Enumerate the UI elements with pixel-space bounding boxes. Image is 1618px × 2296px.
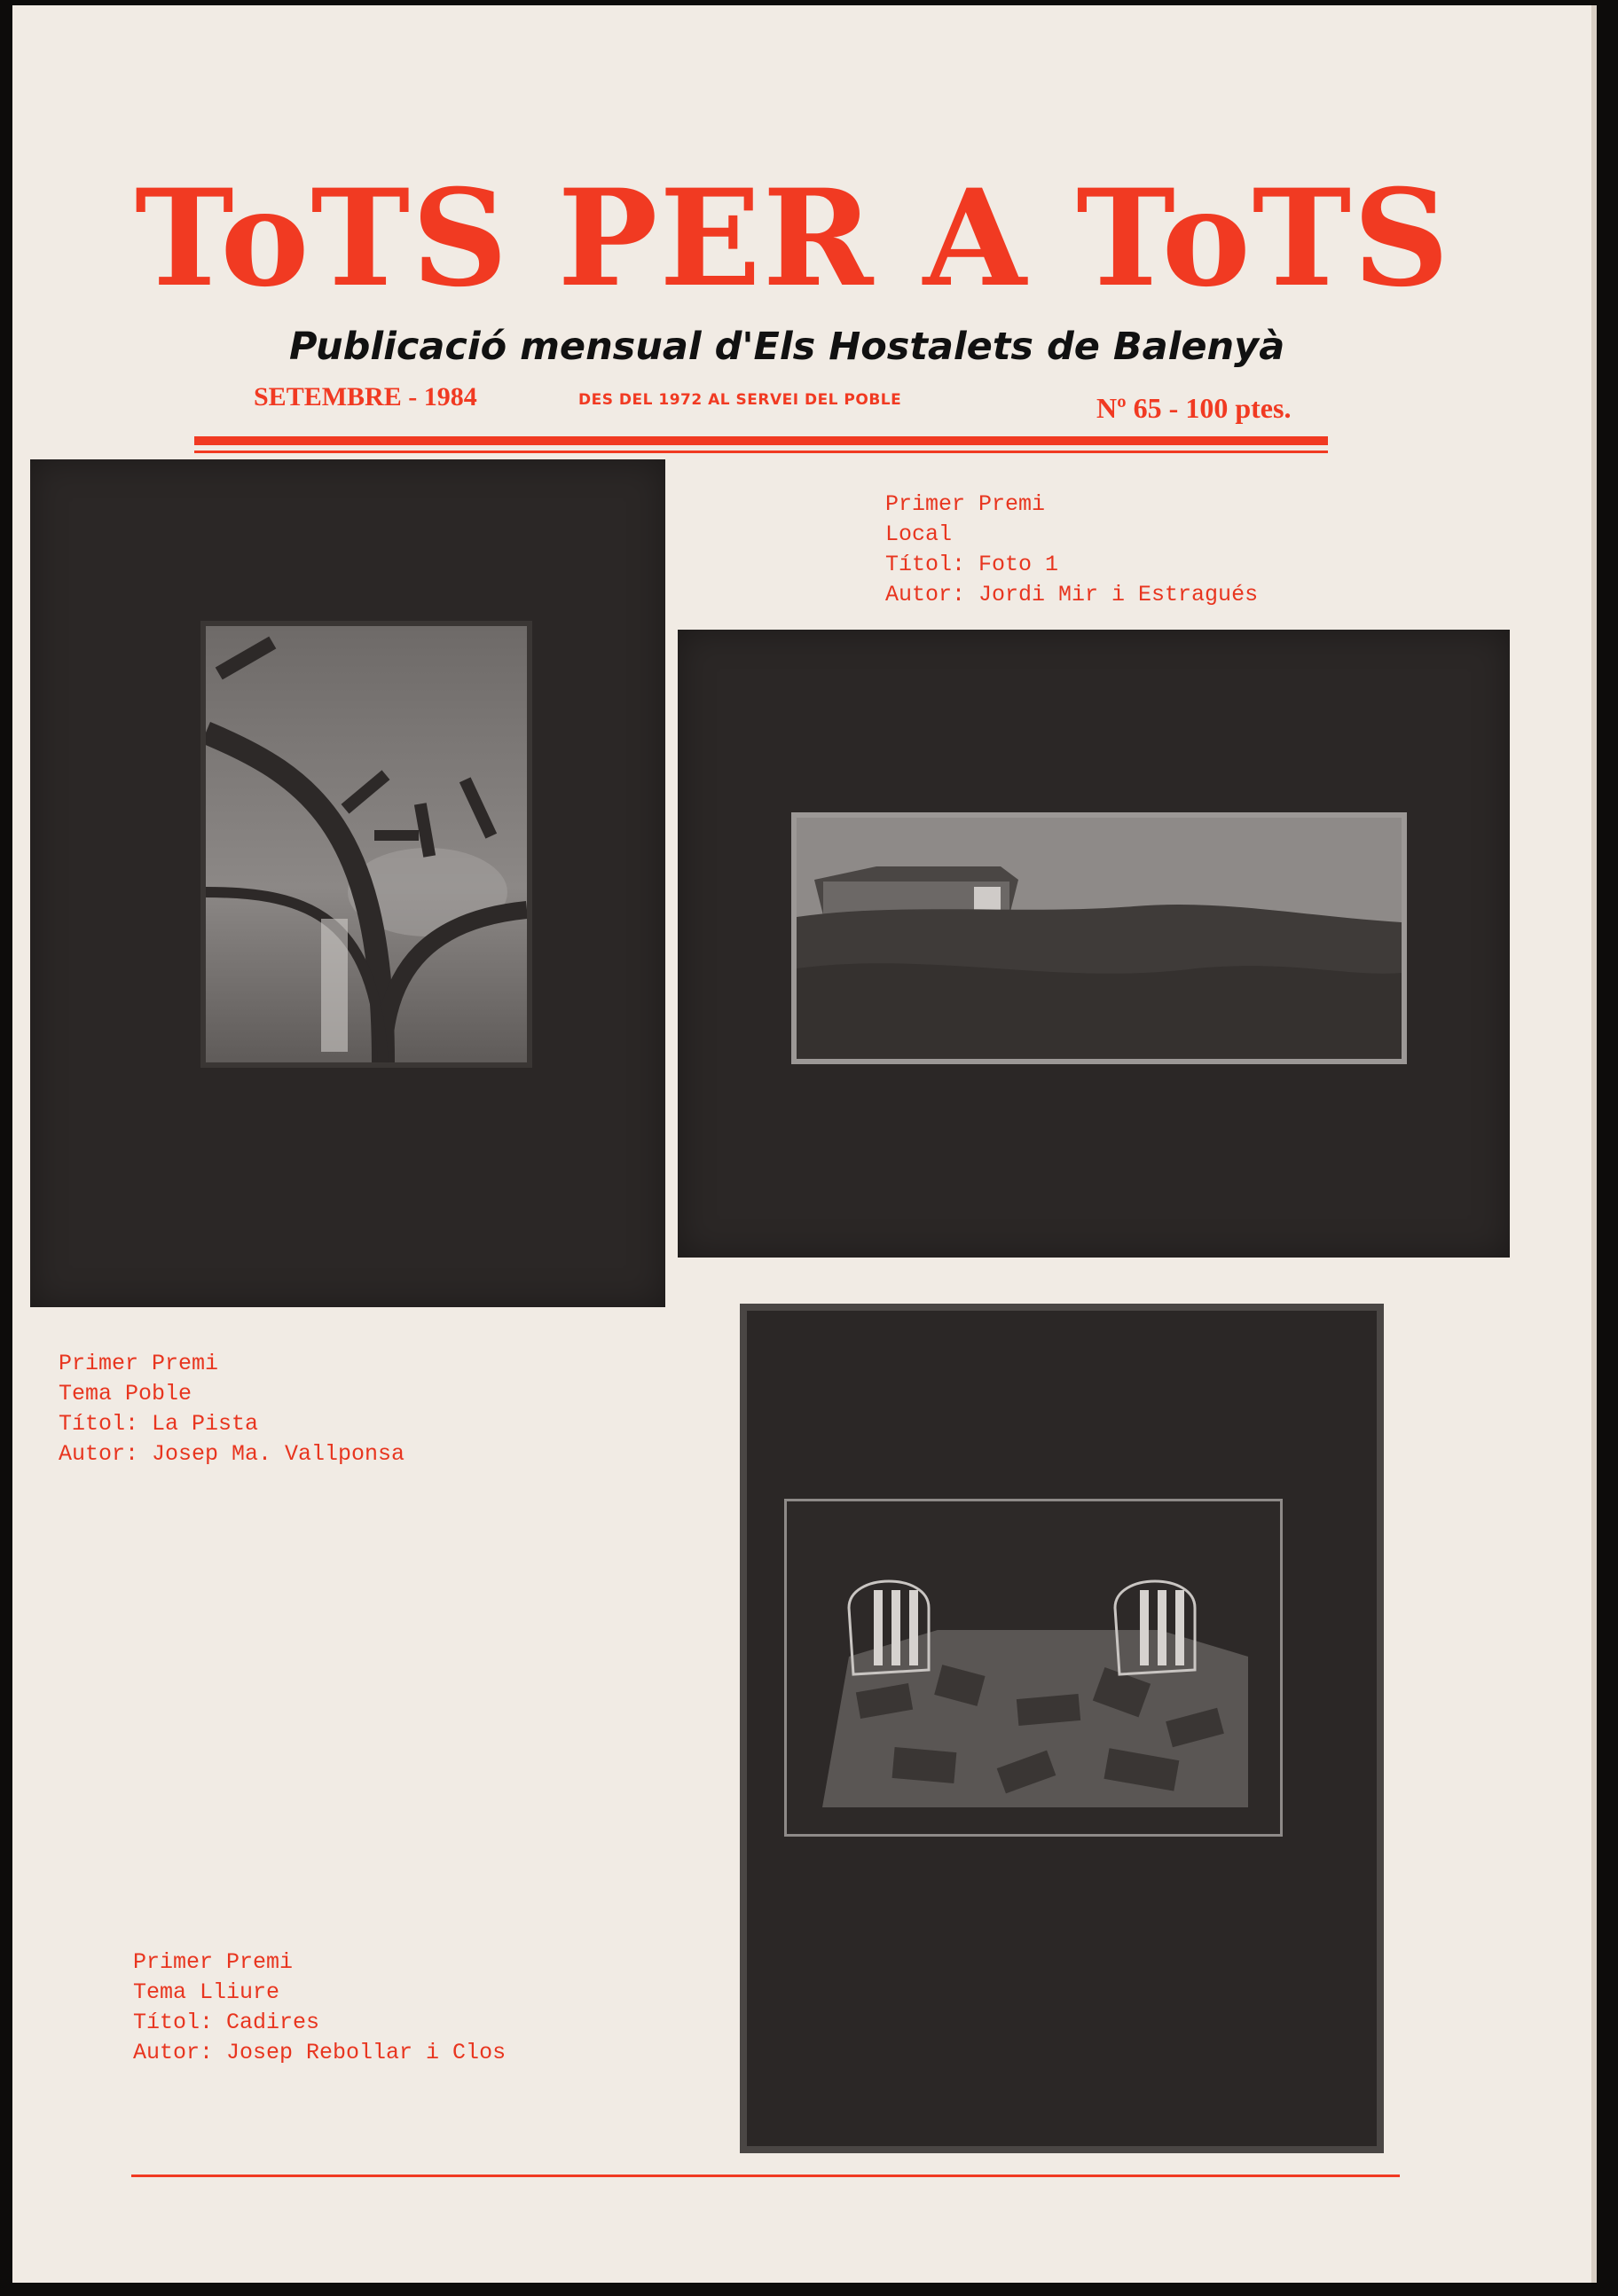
photo-cadires xyxy=(784,1499,1283,1837)
masthead-title: ToTS PER A ToTS xyxy=(135,161,1451,317)
magazine-cover xyxy=(12,5,1597,2283)
caption-line: Primer Premi xyxy=(133,1949,294,1975)
footer-rule xyxy=(131,2175,1400,2177)
caption-line: Autor: Josep Ma. Vallponsa xyxy=(59,1441,405,1467)
caption-line: Primer Premi xyxy=(59,1351,219,1376)
caption-la-pista xyxy=(59,1349,404,1469)
caption-line: Títol: Cadires xyxy=(133,2010,320,2035)
photo-mat-foto-1 xyxy=(678,630,1510,1258)
photo-la-pista xyxy=(200,621,532,1068)
photo-mat-cadires xyxy=(740,1304,1384,2153)
masthead-motto: DES DEL 1972 AL SERVEI DEL POBLE xyxy=(578,391,902,409)
caption-foto-1 xyxy=(885,490,1258,610)
header-rule xyxy=(194,436,1328,445)
caption-line: Tema Lliure xyxy=(133,1979,280,2005)
caption-line: Tema Poble xyxy=(59,1381,192,1407)
photo-foto-1 xyxy=(791,812,1407,1064)
issue-date: SETEMBRE - 1984 xyxy=(254,382,477,411)
caption-cadires xyxy=(133,1947,506,2068)
caption-line: Títol: Foto 1 xyxy=(885,552,1059,577)
caption-line: Autor: Josep Rebollar i Clos xyxy=(133,2040,507,2065)
caption-line: Autor: Jordi Mir i Estragués xyxy=(885,582,1259,607)
caption-line: Primer Premi xyxy=(885,491,1046,517)
masthead-subtitle: Publicació mensual d'Els Hostalets de Balenyà xyxy=(289,325,1285,369)
caption-line: Local xyxy=(885,521,953,547)
caption-line: Títol: La Pista xyxy=(59,1411,259,1437)
header-rule-thin xyxy=(194,451,1328,453)
photo-mat-la-pista xyxy=(30,459,665,1307)
issue-number-price: Nº 65 - 100 ptes. xyxy=(1096,392,1292,424)
